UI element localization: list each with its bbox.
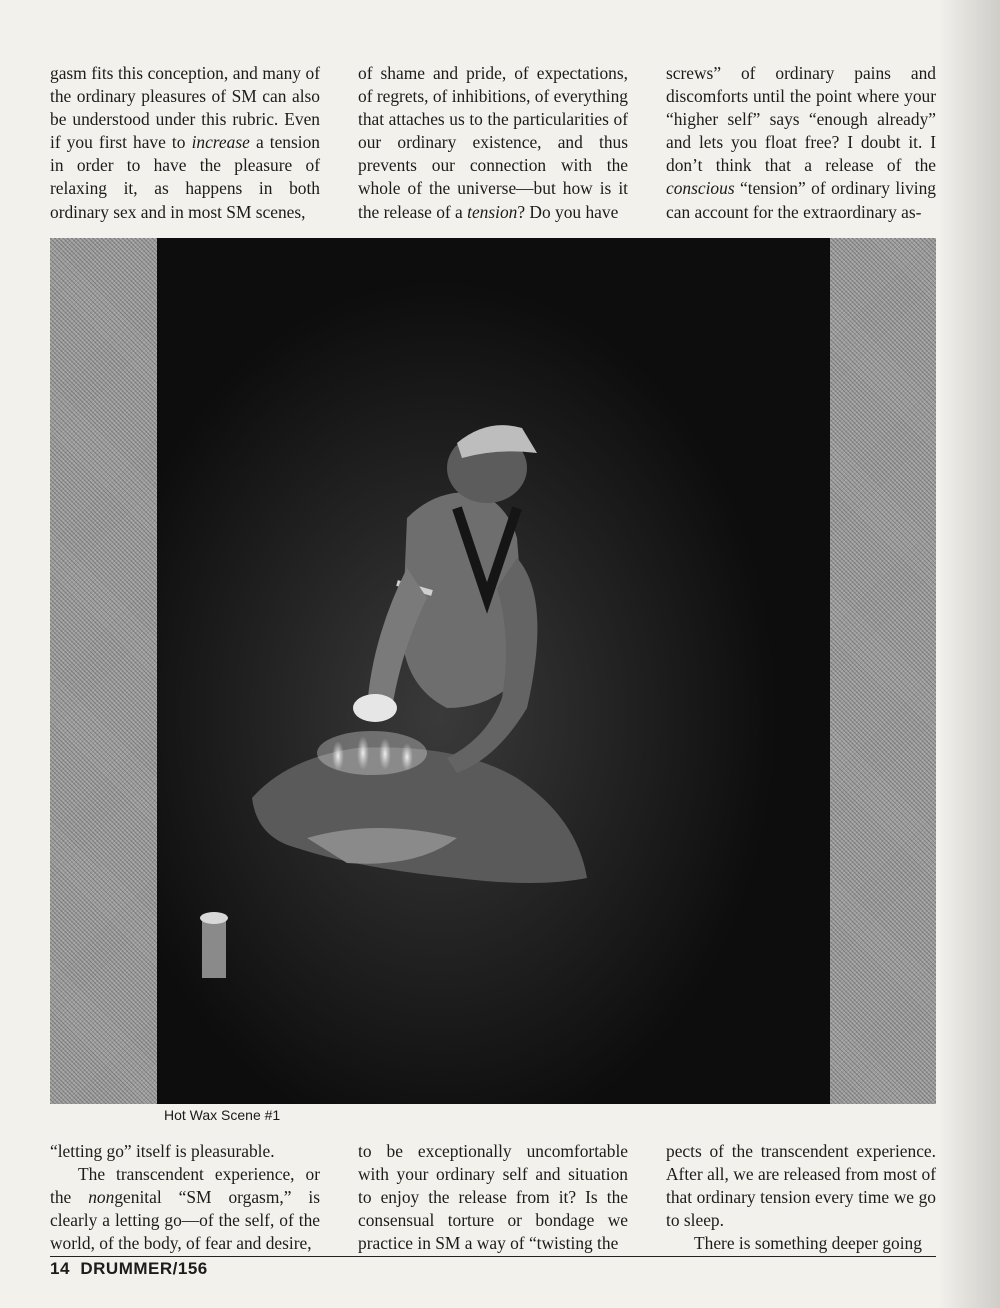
top-column-3 — [666, 62, 936, 224]
bottom-column-3-para-1: pects of the transcendent experience. After all, we are released from most of that ordinary tension every time we go to sleep. — [666, 1141, 936, 1231]
bottom-column-3-para-2: There is something deeper going — [694, 1233, 922, 1254]
bottom-column-1-para-2: The transcendent experience, or the nongenital “SM orgasm,” is clearly a letting go—of the self, of the world, of the body, of fear and desire, — [50, 1164, 320, 1254]
bottom-column-2-text: to be exceptionally uncomfortable with your ordinary self and situation to enjoy the release from it? Is the consensual torture or bondage we practice in SM a way of “twisting the — [358, 1141, 628, 1254]
photo-caption: Hot Wax Scene #1 — [164, 1107, 281, 1123]
hot-wax-photo — [157, 238, 830, 1104]
page-gutter-shadow — [938, 0, 1000, 1308]
page-number: 14 — [50, 1259, 70, 1278]
bottom-column-3 — [666, 1140, 936, 1255]
footer-rule — [50, 1256, 936, 1257]
top-column-2 — [358, 62, 628, 224]
page-footer — [50, 1259, 208, 1279]
bottom-column-2 — [358, 1140, 628, 1255]
bottom-column-1 — [50, 1140, 320, 1255]
bottom-column-1-para-1: “letting go” itself is pleasurable. — [50, 1141, 275, 1161]
top-column-1 — [50, 62, 320, 224]
top-column-2-text: of shame and pride, of expectations, of regrets, of inhibitions, of everything that attaches us to the particularities of our ordinary existence, and thus prevents our connection with the whole of the universe—but how is it the release of a tension? Do you have — [358, 63, 628, 222]
top-column-3-text: screws” of ordinary pains and discomforts until the point where your “higher self” says “enough already” and lets you float free? I doubt it. I don’t think that a release of the conscious “tension” of ordinary living can account for the extraordinary as- — [666, 63, 936, 222]
top-column-1-text: gasm fits this conception, and many of the ordinary pleasures of SM can also be understood under this rubric. Even if you first have to increase a tension in order to have the pleasure of relaxing it, as happens in both ordinary sex and in most SM scenes, — [50, 63, 320, 222]
photo-frame — [50, 238, 936, 1104]
magazine-issue: DRUMMER/156 — [80, 1259, 208, 1278]
photo-illustration — [157, 238, 830, 1104]
